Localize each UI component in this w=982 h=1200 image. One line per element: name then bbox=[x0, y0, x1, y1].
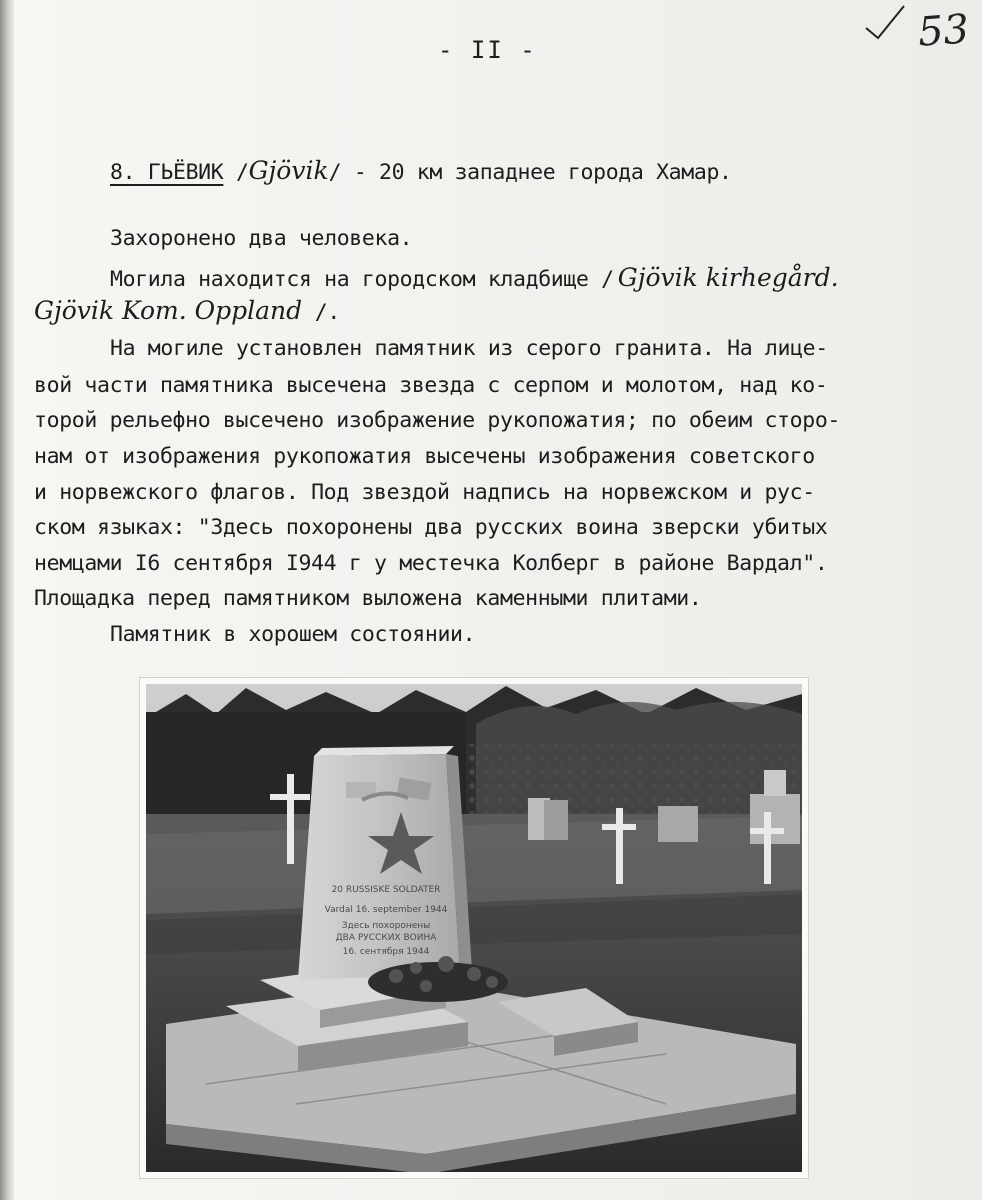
text-line-4: На могиле установлен памятник из серого гранита. На лице- bbox=[110, 336, 828, 361]
text-line-6: торой рельефно высечено изображение рукопожатия; по обеим сторо- bbox=[34, 408, 841, 433]
text-line-5: вой части памятника высечена звезда с серпом и молотом, над ко- bbox=[34, 373, 828, 398]
heading-rest: - 20 км западнее города Хамар. bbox=[341, 160, 732, 185]
heading-slash-close: / bbox=[328, 160, 342, 185]
text-line-3-typed: /. bbox=[302, 300, 340, 325]
memorial-photo bbox=[146, 684, 802, 1172]
text-line-12: Памятник в хорошем состоянии. bbox=[110, 622, 476, 647]
inscription-line-5: 16. сентября 1944 bbox=[342, 947, 430, 957]
heading-latin-name: Gjövik bbox=[248, 156, 329, 185]
text-line-1: Захоронено два человека. bbox=[110, 226, 413, 251]
text-line-10: немцами I6 сентября I944 г у местечка Колберг в районе Вардал". bbox=[34, 551, 828, 576]
inscription-line-2: Vardal 16. september 1944 bbox=[324, 905, 448, 915]
text-line-2 bbox=[110, 263, 839, 292]
text-line-3 bbox=[34, 296, 340, 325]
page-number: - II - bbox=[438, 36, 537, 64]
text-line-11: Площадка перед памятником выложена каменными плитами. bbox=[34, 586, 702, 611]
text-line-7: нам от изображения рукопожатия высечены изображения советского bbox=[34, 444, 815, 469]
heading-slash-open: / bbox=[223, 160, 249, 185]
binding-edge bbox=[0, 0, 14, 1200]
text-line-2-handwritten: Gjövik kirhegård. bbox=[617, 263, 839, 292]
text-line-3-handwritten: Gjövik Kom. Oppland bbox=[34, 296, 303, 325]
folio-number: 53 bbox=[916, 6, 971, 56]
inscription-line-1: 20 RUSSISKE SOLDATER bbox=[331, 885, 441, 895]
inscription-line-4: ДВА РУССКИХ ВОИНА bbox=[335, 933, 437, 943]
section-heading bbox=[110, 156, 732, 185]
folio-mark bbox=[860, 2, 978, 58]
inscription-line-3: Здесь похоронены bbox=[341, 921, 431, 931]
text-line-2-typed: Могила находится на городском кладбище / bbox=[110, 267, 614, 292]
heading-number-name: 8. ГЬЁВИК bbox=[110, 160, 224, 185]
text-line-9: ском языках: "Здесь похоронены два русских воина зверски убитых bbox=[34, 515, 828, 540]
text-line-8: и норвежского флагов. Под звездой надпись на норвежском и рус- bbox=[34, 480, 815, 505]
